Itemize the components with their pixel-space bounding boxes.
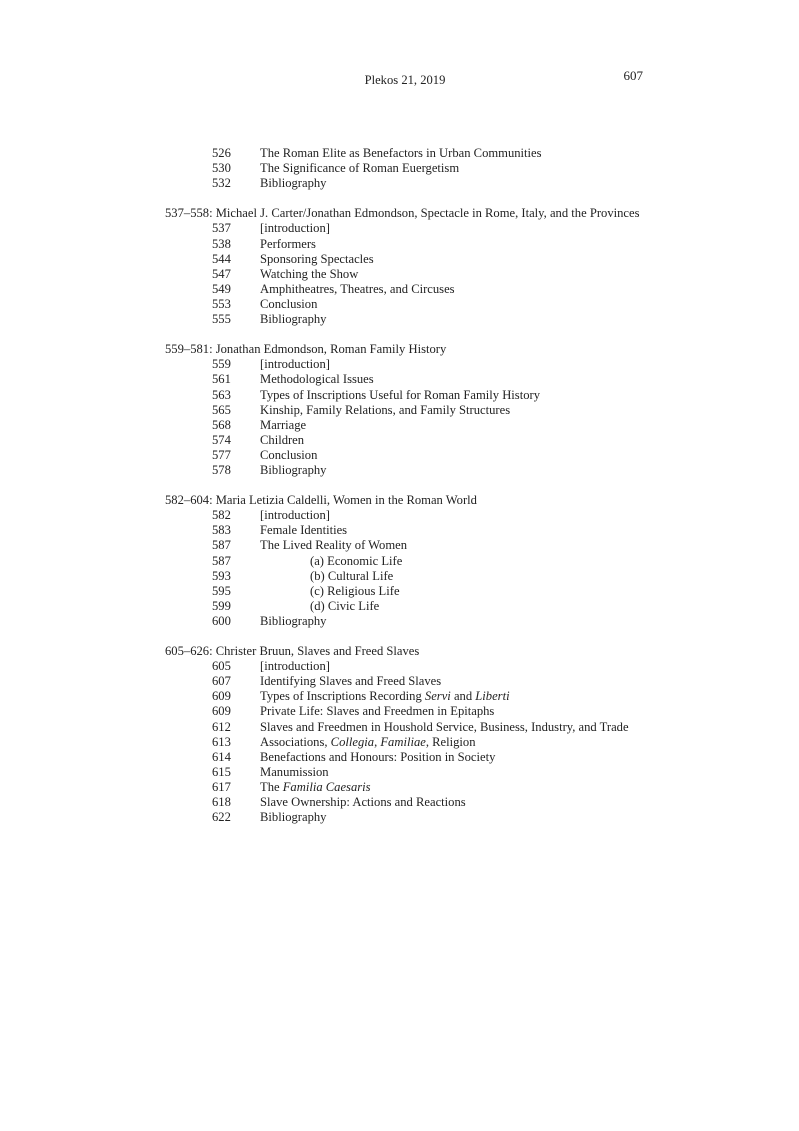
entry-page-number: 532: [212, 176, 231, 191]
toc-entry: [165, 237, 645, 252]
entry-title: Conclusion: [260, 447, 318, 462]
entry-title: Associations, Collegia, Familiae, Religion: [260, 734, 476, 749]
entry-page-number: 553: [212, 296, 231, 311]
toc-entry: [165, 221, 645, 236]
entry-page-number: 526: [212, 146, 231, 160]
toc-entry: [165, 418, 645, 433]
entry-page-number: 568: [212, 417, 231, 432]
toc-entry: [165, 704, 645, 719]
entry-title: Marriage: [260, 417, 307, 432]
entry-page-number: 614: [212, 749, 231, 764]
toc-section: [165, 644, 645, 825]
entry-title: Bibliography: [260, 613, 327, 628]
entry-page-number: 574: [212, 432, 231, 447]
entry-title: Bibliography: [260, 810, 327, 825]
entry-title: The Lived Reality of Women: [260, 538, 408, 553]
running-head: [165, 68, 645, 88]
toc-entry: [165, 720, 645, 735]
toc-entry: [165, 267, 645, 282]
entry-page-number: 582: [212, 508, 231, 523]
entry-page-number: 587: [212, 538, 231, 553]
entry-page-number: 563: [212, 387, 231, 402]
entry-title: The Significance of Roman Euergetism: [260, 161, 460, 176]
toc-entry: [165, 357, 645, 372]
entry-page-number: 578: [212, 462, 231, 477]
toc-entry: [165, 599, 645, 614]
entry-title: Types of Inscriptions Recording Servi and Liberti: [260, 689, 510, 704]
toc-entry: [165, 508, 645, 523]
entry-page-number: 609: [212, 704, 231, 719]
entry-page-number: 537: [212, 221, 231, 236]
toc-entry: [165, 674, 645, 689]
entry-page-number: 577: [212, 447, 231, 462]
entry-page-number: 600: [212, 613, 231, 628]
entry-title: (a) Economic Life: [310, 553, 403, 568]
entry-title: Female Identities: [260, 523, 348, 538]
entry-title: Manumission: [260, 764, 329, 779]
entry-title: [introduction]: [260, 221, 330, 236]
toc-entry: [165, 735, 645, 750]
page-number: 607: [623, 68, 643, 83]
entry-title: Conclusion: [260, 296, 318, 311]
toc-section: [165, 146, 645, 191]
entry-title: Amphitheatres, Theatres, and Circuses: [260, 281, 455, 296]
entry-page-number: 583: [212, 523, 231, 538]
entry-page-number: 612: [212, 719, 231, 734]
toc-entry: [165, 282, 645, 297]
toc-entry: [165, 403, 645, 418]
entry-page-number: 587: [212, 553, 231, 568]
toc-entry: [165, 297, 645, 312]
toc-entry: [165, 146, 645, 161]
entry-page-number: 593: [212, 568, 231, 583]
entry-page-number: 615: [212, 764, 231, 779]
entry-page-number: 595: [212, 583, 231, 598]
entry-page-number: 605: [212, 659, 231, 674]
entry-page-number: 547: [212, 266, 231, 281]
toc-entry: [165, 584, 645, 599]
entry-title: Watching the Show: [260, 266, 359, 281]
entry-page-number: 618: [212, 795, 231, 810]
toc-entry: [165, 312, 645, 327]
entry-title: Sponsoring Spectacles: [260, 251, 374, 266]
entry-page-number: 561: [212, 372, 231, 387]
toc-entry: [165, 388, 645, 403]
toc-entry: [165, 780, 645, 795]
entry-title: Methodological Issues: [260, 372, 374, 387]
entry-title: (b) Cultural Life: [310, 568, 394, 583]
toc-entry: [165, 523, 645, 538]
entry-page-number: 599: [212, 598, 231, 613]
entry-page-number: 549: [212, 281, 231, 296]
entry-title: The Roman Elite as Benefactors in Urban Communities: [260, 146, 542, 160]
toc-section: [165, 493, 645, 629]
entry-title: Types of Inscriptions Useful for Roman Family History: [260, 387, 540, 402]
entry-title: Slave Ownership: Actions and Reactions: [260, 795, 466, 810]
toc-entry: [165, 372, 645, 387]
toc-entry: [165, 795, 645, 810]
entry-title: [introduction]: [260, 659, 330, 674]
entry-page-number: 565: [212, 402, 231, 417]
entry-title: Bibliography: [260, 312, 327, 327]
toc-entry: [165, 614, 645, 629]
entry-page-number: 609: [212, 689, 231, 704]
toc-entry: [165, 161, 645, 176]
entry-title: Bibliography: [260, 176, 327, 191]
section-heading: 605–626: Christer Bruun, Slaves and Freed Slaves: [165, 644, 420, 659]
toc-entry: [165, 463, 645, 478]
toc-entry: [165, 433, 645, 448]
entry-page-number: 544: [212, 251, 231, 266]
toc-entry: [165, 765, 645, 780]
entry-title: Private Life: Slaves and Freedmen in Epitaphs: [260, 704, 495, 719]
entry-title: Children: [260, 432, 305, 447]
entry-title: Benefactions and Honours: Position in Society: [260, 749, 496, 764]
entry-page-number: 559: [212, 357, 231, 372]
entry-page-number: 538: [212, 236, 231, 251]
entry-title: Slaves and Freedmen in Houshold Service, Business, Industry, and Trade: [260, 719, 629, 734]
entry-page-number: 530: [212, 161, 231, 176]
toc-entry: [165, 538, 645, 553]
entry-page-number: 555: [212, 312, 231, 327]
toc-entry: [165, 252, 645, 267]
section-heading: 559–581: Jonathan Edmondson, Roman Family History: [165, 342, 447, 357]
entry-title: The Familia Caesaris: [260, 779, 371, 794]
entry-title: [introduction]: [260, 357, 330, 372]
entry-title: (d) Civic Life: [310, 598, 380, 613]
entry-page-number: 622: [212, 810, 231, 825]
toc-entry: [165, 810, 645, 825]
toc-entry: [165, 750, 645, 765]
toc-entry: [165, 659, 645, 674]
table-of-contents: [165, 146, 645, 825]
entry-title: Performers: [260, 236, 316, 251]
toc-entry: [165, 569, 645, 584]
toc-entry: [165, 448, 645, 463]
entry-title: Identifying Slaves and Freed Slaves: [260, 674, 442, 689]
section-heading: 582–604: Maria Letizia Caldelli, Women in the Roman World: [165, 493, 477, 508]
entry-page-number: 607: [212, 674, 231, 689]
toc-entry: [165, 176, 645, 191]
section-heading: 537–558: Michael J. Carter/Jonathan Edmondson, Spectacle in Rome, Italy, and the Provinces: [165, 206, 640, 221]
entry-title: Kinship, Family Relations, and Family Structures: [260, 402, 511, 417]
journal-title: Plekos 21, 2019: [364, 73, 446, 87]
entry-title: [introduction]: [260, 508, 330, 523]
toc-entry: [165, 554, 645, 569]
entry-page-number: 617: [212, 779, 231, 794]
entry-title: Bibliography: [260, 462, 327, 477]
toc-section: [165, 342, 645, 478]
entry-title: (c) Religious Life: [310, 583, 400, 598]
toc-section: [165, 206, 645, 327]
toc-entry: [165, 689, 645, 704]
entry-page-number: 613: [212, 734, 231, 749]
